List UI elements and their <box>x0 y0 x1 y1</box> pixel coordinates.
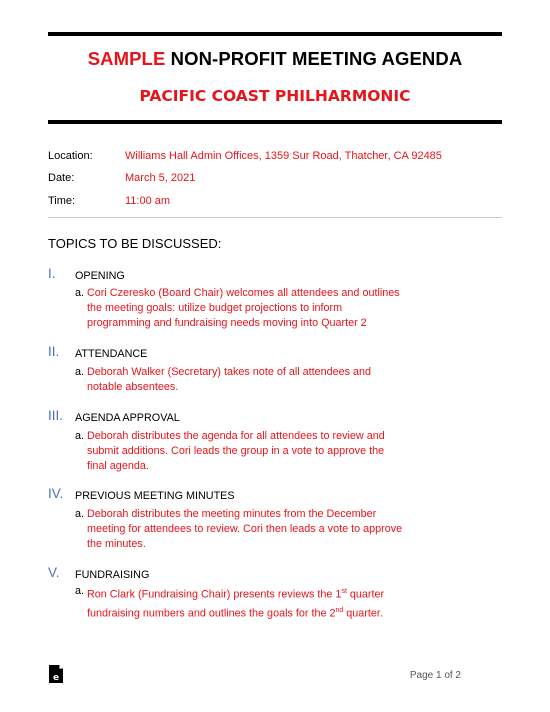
topics-heading: TOPICS TO BE DISCUSSED: <box>48 236 222 251</box>
section-heading: OPENING <box>75 270 125 282</box>
title-rest: NON-PROFIT MEETING AGENDA <box>165 48 463 69</box>
title-prefix: SAMPLE <box>87 48 166 69</box>
info-label: Time: <box>48 195 76 207</box>
info-label: Location: <box>48 150 93 162</box>
item-letter: a. <box>75 287 85 299</box>
section-heading: AGENDA APPROVAL <box>75 412 180 424</box>
divider <box>48 217 502 218</box>
item-letter: a. <box>75 585 85 597</box>
item-line: notable absentees. <box>87 381 179 393</box>
section-heading: FUNDRAISING <box>75 569 150 581</box>
item-line: programming and fundraising needs moving into Quarter 2 <box>87 317 367 329</box>
section-numeral: IV. <box>48 486 64 501</box>
agenda-item <box>75 507 435 552</box>
item-text <box>87 507 402 552</box>
item-text <box>87 429 385 474</box>
section-numeral: III. <box>48 408 64 423</box>
ordinal-suffix: st <box>341 588 347 595</box>
info-label: Date: <box>48 172 75 184</box>
agenda-item <box>75 429 435 474</box>
item-line: submit additions. Cori leads the group in a vote to approve the <box>87 445 385 457</box>
header-bottom-rule <box>48 120 502 124</box>
agenda-item <box>75 286 435 331</box>
section-numeral: I. <box>48 266 56 281</box>
top-rule <box>48 32 502 36</box>
section-heading: PREVIOUS MEETING MINUTES <box>75 490 235 502</box>
item-line: Deborah distributes the agenda for all attendees to review and <box>87 430 385 442</box>
document-logo-icon <box>48 664 64 684</box>
agenda-item <box>75 365 435 395</box>
section-numeral: V. <box>48 565 60 580</box>
item-line: Deborah distributes the meeting minutes from the December <box>87 508 377 520</box>
item-line: the minutes. <box>87 538 146 550</box>
agenda-item <box>75 584 435 621</box>
svg-text:e: e <box>52 673 60 683</box>
ordinal-suffix: nd <box>335 606 344 614</box>
item-line: Cori Czeresko (Board Chair) welcomes all attendees and outlines <box>87 287 400 299</box>
item-line: quarter. <box>343 607 383 620</box>
item-line: quarter <box>346 588 385 601</box>
page-title <box>48 48 502 70</box>
item-line: the meeting goals: utilize budget projections to inform <box>87 302 343 314</box>
item-text <box>87 584 384 621</box>
item-line: final agenda. <box>87 460 149 472</box>
item-letter: a. <box>75 430 85 442</box>
item-line: fundraising numbers and outlines the goals for the 2 <box>87 607 336 620</box>
organization-name: PACIFIC COAST PHILHARMONIC <box>139 87 411 105</box>
info-location <box>48 150 442 162</box>
item-text <box>87 286 400 331</box>
section-numeral: II. <box>48 344 60 359</box>
item-text <box>87 365 371 395</box>
info-value: Williams Hall Admin Offices, 1359 Sur Road, Thatcher, CA 92485 <box>125 150 442 162</box>
item-line: meeting for attendees to review. Cori then leads a vote to approve <box>87 523 403 535</box>
info-value: 11:00 am <box>125 195 171 207</box>
item-line: Ron Clark (Fundraising Chair) presents reviews the 1 <box>87 588 342 601</box>
item-letter: a. <box>75 508 85 520</box>
section-heading: ATTENDANCE <box>75 348 148 360</box>
page-number: Page 1 of 2 <box>409 670 461 681</box>
info-date <box>48 172 195 184</box>
info-time <box>48 195 170 207</box>
info-value: March 5, 2021 <box>125 172 196 184</box>
item-letter: a. <box>75 366 85 378</box>
item-line: Deborah Walker (Secretary) takes note of all attendees and <box>87 366 372 378</box>
